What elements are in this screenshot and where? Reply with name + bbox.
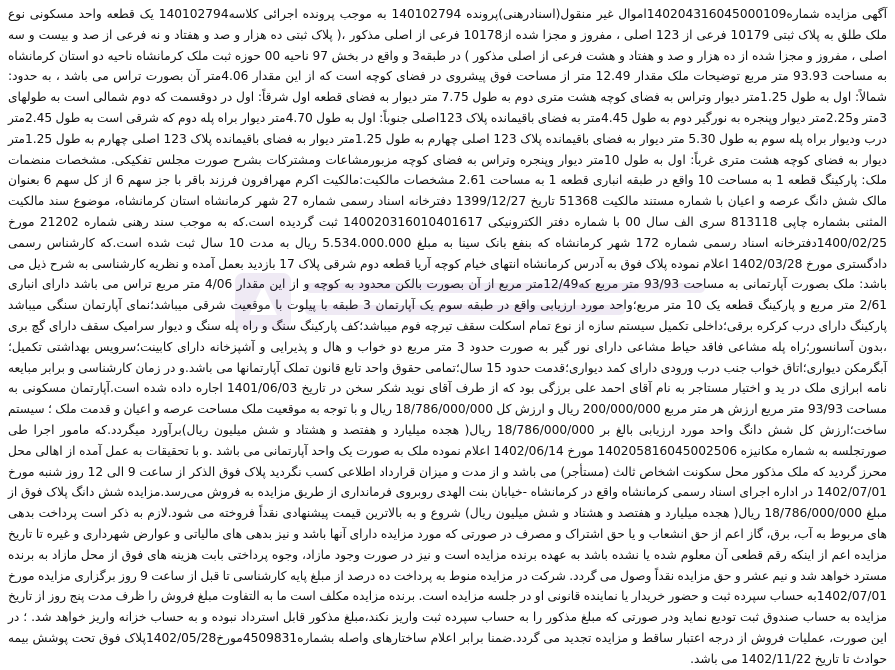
auction-notice-text: آگهی مزایده شماره140204316045000109اموال غیر منقول(اسنادرهنی)پرونده 140102794 به موجب پرونده اجرائی کلاسه140102794 یک قطعه واحد مسکونی نوع ملک طلق به پلاک ثبتی 10179 فرعی از 123 اصلی ، مفروز و مجزا شده از10178 فرعی از اصلی مذکور ،( پلاک ثبتی ده هزار و صد و هفتاد و نه فرعی از صد و بیست و سه اصلی ، مفروز و مجزا شده از ده هزار و صد و هفتاد و هشت فرعی از اصلی مذکور ) در طبقه3 و واقع در بخش 97 ناحیه 00 حوزه ثبت ملک کرمانشاه ناحیه دو استان کرمانشاه به مساحت 93.93 متر مربع توضیحات ملک مقدار 12.49 متر از مساحت فوق پیشروی در فضای کوچه است که از این مقدار 4.06متر آن بصورت تراس می باشد ، به حدود: شمالاً: اول به طول 1.25متر دیوار وتراس به فضای کوچه هشت متری دوم به طول 7.75 متر دیوار به فضای قطعه اول شرقاً: اول در دوقسمت که دوم شمالی است به طولهای 3متر و2.25متر دیوار وپنجره به نورگیر دوم به طول 4.45متر به فضای باقیمانده پلاک 123اصلی جنوباً: اول به طول 4.70متر دیوار براه پله دوم که شرقی است به طول 2.45متر درب ودیوار براه پله سوم به طول 5.30 متر دیوار به فضای باقیمانده پلاک 123 اصلی چهارم به طول 1.25متر دیوار به فضای باقیمانده پلاک 123 اصلی چهارم به طول 1.25متر دیوار به فضای کوچه هشت متری غرباً: اول به طول 10متر دیوار وپنجره وتراس به فضای کوچه مزبورمشاعات ومشترکات بشرح صورت مجلس تفکیکی. مشخصات منضمات ملک: پارکینگ قطعه 1 به مساحت 10 واقع در طبقه انباری قطعه 1 به مساحت 2.61 مشخصات مالکیت:مالکیت اکرم مهرافرون فرزند باقر با جز سهم 6 از کل سهم 6 بعنوان مالک شش دانگ عرصه و اعیان با شماره مستند مالکیت 51368 تاریخ 1399/12/27 دفترخانه اسناد رسمی شماره 27 شهر کرمانشاه استان کرمانشاه، موضوع سند مالکیت المثنی بشماره چاپی 813118 سری الف سال 00 با شماره دفتر الکترونیکی 140020316010401617 ثبت گردیده است.که به موجب سند رهنی شماره 21202 مورخ 1400/02/25دفترخانه اسناد رسمی شماره 172 شهر کرمانشاه که بنفع بانک سینا به مبلغ 5.534.000.000 ریال به مدت 10 سال ثبت شده است.که کارشناس رسمی دادگستری مورخ 1402/03/28 اعلام نموده پلاک فوق به آدرس کرمانشاه انتهای خیام کوچه آریا قطعه دوم شرقی پلاک 17 بازدید بعمل آمده و نظریه کارشناسی به شرح ذیل می باشد: ملک بصورت آپارتمانی به مساحت 93/93 متر مربع که12/49متر مربع از آن بصورت بالکن محدود به کوچه و از این مقدار 4/06 متر مربع تراس می باشد دارای انباری 2/61 متر مربع و پارکینگ قطعه یک 10 متر مربع؛واحد مورد ارزیابی واقع در طبقه سوم یک آپارتمان 3 طبقه با پیلوت با موقعیت شرقی میباشد؛نمای آپارتمان سنگی میباشد پارکینگ دارای درب کرکره برقی؛داخلی تکمیل سیستم سازه از نوع تمام اسکلت سقف تیرچه فوم میباشد؛کف پارکینگ سنگ و راه پله سنگ و دیوار سرامیک سقف دارای گچ بری ،بدون آسانسور؛راه پله مشاعی فاقد حیاط مشاعی دارای نور گیر به صورت حدود 3 متر مربع دو خواب و هال و پذیرایی و آشپزخانه دارای کابینت؛سرویس بهداشتی تکمیل؛آبگرمکن دیواری؛اتاق خواب جنب درب ورودی دارای کمد دیواری؛قدمت حدود 15 سال؛تمامی حقوق واحد تابع قانون تملک آپارتمانها می باشد.و در زمان کارشناسی و برابر مبایعه نامه ابرازی ملک در ید و اختیار مستاجر به نام آقای احمد علی برزگی بود که از طرف آقای نوید شکر سخن در تاریخ 1401/06/03 اجاره داده شده است.آپارتمان مسکونی به مساحت 93/93 متر مربع ارزش هر متر مربع 200/000/000 ریال و ارزش کل 18/786/000/000 ریال و با توجه به موقعیت ملک مساحت عرصه و اعیان و قدمت ملک ؛ سیستم ساخت؛ارزش کل شش دانگ واحد مورد ارزیابی بالغ بر 18/786/000/000 ریال( هجده میلیارد و هفتصد و هشتاد و شش میلیون ریال)برآورد میگردد.که مامور اجرا طی صورتجلسه به شماره مکانیزه 140205816045002506 مورخ 1402/06/14 اعلام نموده ملک به صورت یک واحد آپارتمانی می باشد .و با تحقیقات به عمل آمده از اهالی محل محرز گردید که ملک مذکور محل سکونت اشخاص ثالث (مستأجر) می باشد و از مدت و میزان قرارداد اطلاعی کسب نگردید پلاک فوق الذکر از ساعت 9 الی 12 روز شنبه مورخ 1402/07/01 در اداره اجرای اسناد رسمی کرمانشاه واقع در کرمانشاه -خیابان بنت الهدی روبروی فرمانداری از طریق مزایده به فروش می‌رسد.مزایده شش دانگ پلاک فوق از مبلغ 18/786/000/000 ریال( هجده میلیارد و هفتصد و هشتاد و شش میلیون ریال) شروع و به بالاترین قیمت پیشنهادی نقداً فروخته می شود.لازم به ذکر است پرداخت بدهی های مربوط به آب، برق، گاز اعم از حق انشعاب و یا حق اشتراک و مصرف در صورتی که مورد مزایده دارای آنها باشد و نیز بدهی های مالیاتی و عوارض شهرداری و غیره تا تاریخ مزایده اعم از اینکه رقم قطعی آن معلوم شده یا نشده باشد به عهده برنده مزایده است و نیز در صورت وجود مازاد، وجوه پرداختی بابت هزینه های فوق از محل مازاد به برنده مسترد خواهد شد و نیم عشر و حق مزایده نقداً وصول می گردد. شرکت در مزایده منوط به پرداخت ده درصد از مبلغ پایه کارشناسی تا قبل از ساعت 9 روز برگزاری مزایده مورخ 1402/07/01به حساب سپرده ثبت و حضور خریدار یا نماینده قانونی او در جلسه مزایده است. برنده مزایده مکلف است ما به التفاوت مبلغ فروش را ظرف مدت پنج روز از تاریخ مزایده به حساب صندوق ثبت تودیع نماید ودر صورتی که مبلغ مذکور را به حساب سپرده ثبت واریز نکند،مبلغ مذکور قابل استرداد نبوده و به حساب خزانه واریز خواهد شد. ؛ در این صورت، عملیات فروش از درجه اعتبار ساقط و مزایده تجدید می گردد.ضمنا برابر اعلام ساختارهای واصله بشماره4509831مورخ1402/05/28پلاک فوق تحت پوشش بیمه حوادث تا تاریخ 1402/11/22 می باشد. <box>8 7 888 666</box>
